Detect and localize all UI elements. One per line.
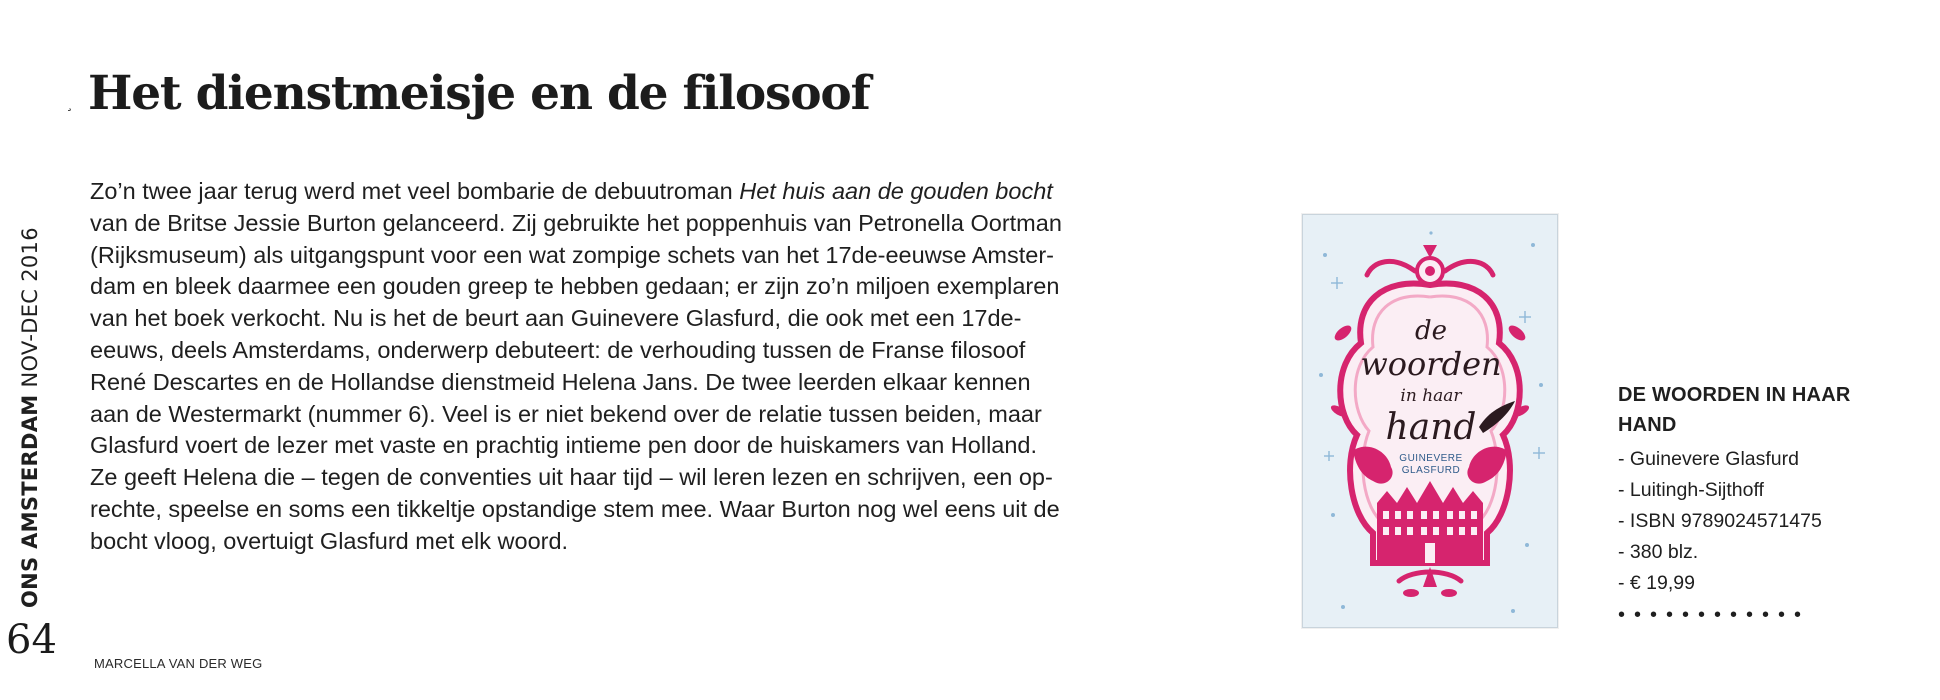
book-author: - Guinevere Glasfurd [1618, 448, 1799, 470]
article-line: Zo’n twee jaar terug werd met veel bombarie de debuutroman Het huis aan de gouden bocht [90, 178, 1053, 204]
cover-author-line: GUINEVERE [1399, 453, 1463, 464]
book-cover-image [1302, 214, 1558, 628]
bottom-ornament [1399, 567, 1461, 597]
page-number: 64 [6, 617, 57, 663]
article-line: (Rijksmuseum) als uitgangspunt voor een wat zompige schets van het 17de-eeuwse Amster- [90, 241, 1054, 268]
issue-date: NOV-DEC 2016 [18, 227, 42, 388]
book-publisher: - Luitingh-Sijthoff [1618, 479, 1764, 501]
book-info [1618, 380, 1898, 625]
book-title: DE WOORDEN IN HAAR HAND [1618, 384, 1851, 436]
spine-publication-info [18, 227, 42, 608]
dotted-divider: •••••••••••• [1618, 604, 1811, 626]
book-reference: Het huis aan de gouden bocht [739, 178, 1053, 204]
spine [0, 0, 70, 700]
publication-name: ONS AMSTERDAM [18, 394, 42, 608]
article-title: Het dienstmeisje en de filosoof [88, 66, 870, 121]
cover-title-line: hand [1385, 407, 1477, 448]
cover-title-line: de [1414, 316, 1448, 346]
book-price: - € 19,99 [1618, 572, 1695, 594]
article-line: bocht vloog, overtuigt Glasfurd met elk woord. [90, 527, 569, 554]
book-cover-illustration [1303, 215, 1557, 627]
book-details-list [1618, 444, 1898, 599]
article-line: René Descartes en de Hollandse dienstmeid Helena Jans. De twee leerden elkaar kennen [90, 368, 1031, 395]
byline: MARCELLA VAN DER WEG [94, 656, 263, 671]
cover-author-line: GLASFURD [1401, 465, 1461, 476]
book-pages: - 380 blz. [1618, 541, 1699, 563]
article-line: dam en bleek daarmee een gouden greep te hebben gedaan; er zijn zo’n miljoen exemplaren [90, 273, 1060, 300]
cover-title-line: in haar [1400, 386, 1462, 406]
article-line: Glasfurd voert de lezer met vaste en prachtig intieme pen door de huiskamers van Holland. [90, 432, 1038, 459]
article-line: Ze geeft Helena die – tegen de conventies uit haar tijd – wil leren lezen en schrijven, een op- [90, 464, 1053, 491]
article-body [90, 176, 1250, 558]
article-line: van het boek verkocht. Nu is het de beurt aan Guinevere Glasfurd, die ook met een 17de- [90, 305, 1022, 332]
article-line: van de Britse Jessie Burton gelanceerd. Zij gebruikte het poppenhuis van Petronella Oortman [90, 209, 1062, 236]
title-mark: ¸ [66, 96, 73, 112]
book-isbn: - ISBN 9789024571475 [1618, 510, 1822, 532]
cover-title-line: woorden [1360, 345, 1502, 383]
crest-ornament [1367, 245, 1493, 284]
article-line: aan de Westermarkt (nummer 6). Veel is er niet bekend over de relatie tussen beiden, maar [90, 400, 1042, 427]
article-line: rechte, speelse en soms een tikkeltje opstandige stem mee. Waar Burton nog wel eens uit de [90, 495, 1060, 522]
article-line: eeuws, deels Amsterdams, onderwerp debuteert: de verhouding tussen de Franse filosoof [90, 336, 1026, 363]
